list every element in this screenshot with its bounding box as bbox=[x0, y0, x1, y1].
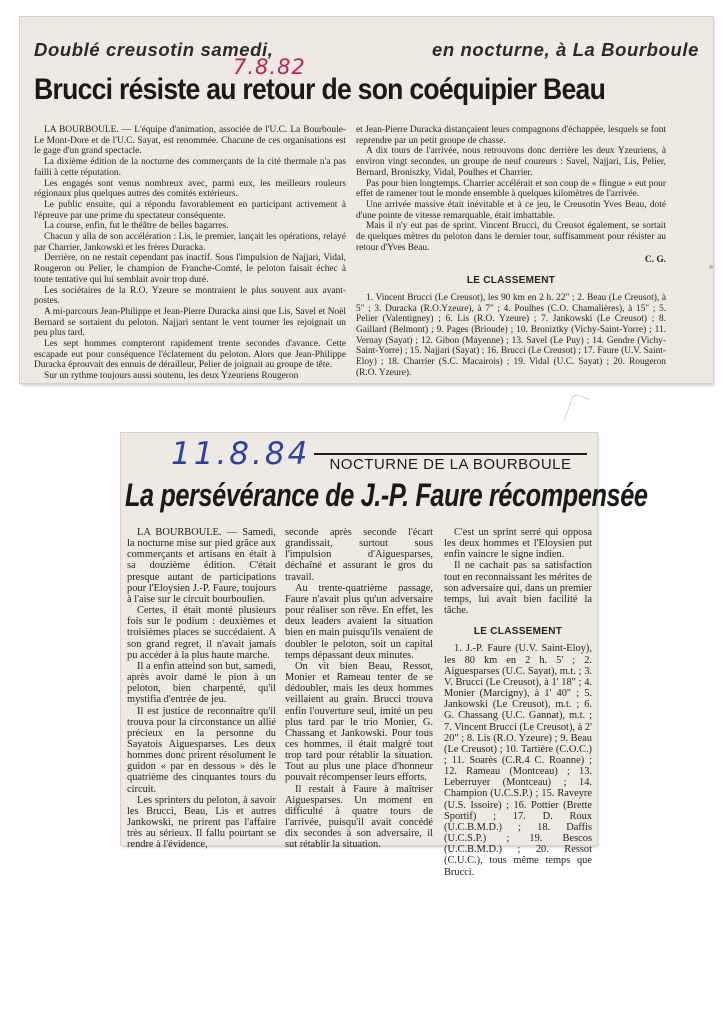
paragraph: Les sept hommes compteront rapidement trente secondes d'avance. Cette escapade eut pour conséquence l'éclatement du peloton. Alors que Jean-Philippe Duracka éprouvait des ennuis de dérailleur, Pelier de joignait au groupe de tête. bbox=[34, 339, 346, 371]
paragraph: Certes, il était monté plusieurs fois sur le podium : deuxièmes et troisièmes places se succédaient. A son grand regret, il n'avait jamais pu accéder à la plus haute marche. bbox=[127, 605, 276, 661]
paragraph: Chacun y alla de son accélération : Lis, le premier, lançait les opérations, relayé par Charrier, Jankowski et les frères Duracka. bbox=[34, 232, 346, 253]
handwritten-date: 7.8.82 bbox=[233, 55, 306, 79]
paragraph: La course, enfin, fut le théâtre de belles bagarres. bbox=[44, 221, 229, 232]
classement-text: 1. Vincent Brucci (Le Creusot), les 90 km en 2 h. 22" ; 2. Beau (Le Creusot), à 5" ; 3. Duracka (R.O.Yzeure), à 7" ; 4. Poulhes (C.O. Chamalières), à 15" ; 5. Pelier (Valentigney) ; 6. Lis (R.O. Yzeure) ; 7. Jankowski (Le Creusot) ; 8. Gaillard (Belmont) ; 9. Pages (Brioude) ; 10. Broniztky (Vichy-Saint-Yorre) ; 11. Vernay (Sayat) ; 12. Gibon (Mayenne) ; 13. Savel (Le Puy) ; 14. Gendre (Vichy-Saint-Yorre) ; 15. Najjari (Sayat) ; 16. Brucci (Le Creusot) ; 17. Faure (U.V. Saint-Eloy) ; 18. Charrier (S.C. Macairois) ; 19. Vidal (U.C. Sayat) ; 20. Rougeron (R.O. Yzeure). bbox=[356, 292, 666, 378]
paragraph: Sur un rythme toujours aussi soutenu, les deux Yzeuriens Rougeron bbox=[44, 371, 299, 382]
article-column-1 bbox=[127, 527, 276, 851]
paragraph: Derrière, on ne restait cependant pas inactif. Sous l'impulsion de Najjari, Vidal, Rougeron ou Pelier, le champion de Franche-Comté, le peloton faisait échec à toute tentative qui lui semblait avoir trop duré. bbox=[34, 253, 346, 285]
paragraph: seconde après seconde l'écart grandissait, surtout sous l'impulsion d'Aiguesparses, déchaîné et assurant le gros du travail. bbox=[285, 527, 433, 583]
paragraph: Les sprinters du peloton, à savoir les Brucci, Beau, Lis et autres Jankowski, ne prirent pas l'affaire très au sérieux. Il fallu pourtant se rendre à l'évidence, bbox=[127, 794, 276, 851]
pencil-mark-icon bbox=[564, 393, 590, 426]
paragraph: LA BOURBOULE. — L'équipe d'animation, associée de l'U.C. La Bourboule-Le Mont-Dore et de l'U.C. Sayat, est renommée. Chacune de ces organisations est le gage d'un grand spectacle. bbox=[34, 125, 346, 157]
paragraph: On vit bien Beau, Ressot, Monier et Rameau tenter de se dédoubler, mais les deux hommes veillaient au grain. Brucci trouva enfin l'ouverture seul, imité un peu plus tard par le trio Monier, G. Chassang et Jankowski. Pour tous ces hommes, il était malgré tout trop tard pour rétablir la situation. Tout au plus une place d'honneur pouvait récompenser leurs efforts. bbox=[285, 660, 433, 784]
paragraph: Le public ensuite, qui a répondu favorablement en participant activement à l'épreuve par une prime du spectateur conséquente. bbox=[34, 199, 346, 221]
paragraph: Les engagés sont venus nombreux avec, parmi eux, les meilleurs rouleurs régionaux plus quelques autres des comités extérieurs. bbox=[34, 178, 346, 200]
kicker-right: en nocturne, à La Bourboule bbox=[432, 39, 699, 60]
paragraph: Il restait à Faure à maîtriser Aiguesparses. Un moment en difficulté à quatre tours de l'arrivée, puisqu'il avait concédé dix secondes à son adversaire, il sut rétablir la situation. bbox=[285, 783, 433, 851]
handwritten-date: 11.8.84 bbox=[171, 436, 311, 472]
paragraph: Au trente-quatrième passage, Faure n'avait plus qu'un adversaire pour réaliser son rêve. En effet, les deux leaders avaient la situation bien en main puisqu'ils venaient de doubler le peloton, soit un capital temps dépassant deux minutes. bbox=[285, 582, 433, 661]
headline: Brucci résiste au retour de son coéquipier Beau bbox=[34, 73, 606, 106]
paragraph: La dixième édition de la nocturne des commerçants de la cité thermale n'a pas failli à cette réputation. bbox=[34, 157, 346, 178]
paragraph: Mais il n'y eut pas de sprint. Vincent Brucci, du Creusot également, se sortait de quelques mètres du peloton dans le dernier tour, suffisamment pour résister au retour d'Yves Beau. bbox=[356, 221, 666, 253]
article-clipping-1982 bbox=[20, 17, 713, 383]
paragraph: Pas pour bien longtemps. Charrier accélérait et son coup de « flingue » eut pour effet de ramener tout le monde ensemble à quelques kilomètres de l'arrivée. bbox=[356, 178, 666, 200]
classement-text: 1. J.-P. Faure (U.V. Saint-Eloy), les 80 km en 2 h. 5' ; 2. Aiguesparses (U.C. Sayat), m.t. ; 3. V. Brucci (Le Creusot), à 1' 18" ; 4. Monier (Marcigny), à 1' 40" ; 5. Jankowski (Le Creusot), m.t. ; 6. G. Chassang (U.C. Gannat), m.t. ; 7. Vincent Brucci (Le Creusot), à 2' 20" ; 8. Lis (R.O. Yzeure) ; 9. Beau (Le Creusot) ; 10. Tartière (C.O.C.) ; 11. Soarès (C.R.4 C. Roanne) ; 12. Rameau (Montceau) ; 13. Leberruyer (Montceau) ; 14. Champion (U.C.S.P.) ; 15. Raveyre (U.S. Issoire) ; 16. Pottier (Brette Sportif) ; 17. D. Roux (U.C.B.M.D.) ; 18. Daffis (U.C.S.P.) ; 19. Bescos (U.C.B.M.D.) ; 20. Ressot (C.U.C.), tous même temps que Brucci. bbox=[444, 643, 592, 878]
author-signature: C. G. bbox=[644, 255, 666, 266]
article-column-3 bbox=[444, 527, 592, 878]
paragraph: LA BOURBOULE. — Samedi, la nocturne mise sur pied grâce aux commerçants et artisans en était à sa douzième édition. C'était presque autant de participations pour l'Eloysien J.-P. Faure, toujours à l'aise sur le circuit bourboulien. bbox=[127, 527, 276, 605]
article-column-2 bbox=[356, 125, 666, 377]
paragraph: Les sociétaires de la R.O. Yzeure se montraient le plus souvent aux avant-postes. bbox=[34, 285, 346, 307]
paragraph: et Jean-Pierre Duracka distançaient leurs compagnons d'échappée, lesquels se font reprendre par un petit groupe de chasse. bbox=[356, 125, 666, 146]
headline: La persévérance de J.-P. Faure récompensée bbox=[125, 477, 648, 513]
classement-title: LE CLASSEMENT bbox=[473, 626, 563, 638]
article-clipping-1984 bbox=[121, 433, 648, 878]
kicker bbox=[34, 39, 699, 61]
kicker-left: Doublé creusotin samedi, bbox=[34, 39, 274, 60]
paragraph: A dix tours de l'arrivée, nous retrouvons donc derrière les deux Yzeuriens, à environ vingt secondes, un groupe de neuf coureurs : Savel, Najjari, Lis, Pelier, Bernard, Broniszky, Vidal, Poulhes et Charrier. bbox=[356, 146, 666, 178]
paragraph: Il a enfin atteind son but, samedi, après avoir damé le pion à un peloton, bien charpenté, qu'il mystifia d'entrée de jeu. bbox=[127, 660, 276, 706]
article-column-2 bbox=[285, 527, 433, 851]
paragraph: Il est justice de reconnaître qu'il trouva pour la circonstance un allié précieux en la personne du Sayatois Aiguesparses. Les deux hommes donc prirent résolument le guidon « par en dessous » dès le quatrième des cinquantes tours du circuit. bbox=[127, 705, 276, 795]
paragraph: A mi-parcours Jean-Philippe et Jean-Pierre Duracka ainsi que Lis, Savel et Noël Bernard se sortaient du peloton. Najjari sentant le vent tourner les rejoignait un peu plus tard. bbox=[34, 306, 346, 339]
paragraph: Une arrivée massive était inévitable et à ce jeu, le Creusotin Yves Beau, doté d'une pointe de vitesse remarquable, était imbattable. bbox=[356, 199, 666, 221]
paragraph: Il ne cachait pas sa satisfaction tout en reconnaissant les mérites de son adversaire qui, dans un premier temps, lui avait bien facilité la tâche. bbox=[444, 560, 592, 617]
classement-title: LE CLASSEMENT bbox=[466, 275, 556, 287]
paper-mark bbox=[709, 265, 713, 269]
article-column-1 bbox=[34, 125, 346, 382]
kicker: NOCTURNE DE LA BOURBOULE bbox=[314, 453, 587, 473]
paragraph: C'est un sprint serré qui opposa les deux hommes et l'Eloysien put enfin vaincre le signe indien. bbox=[444, 527, 592, 561]
